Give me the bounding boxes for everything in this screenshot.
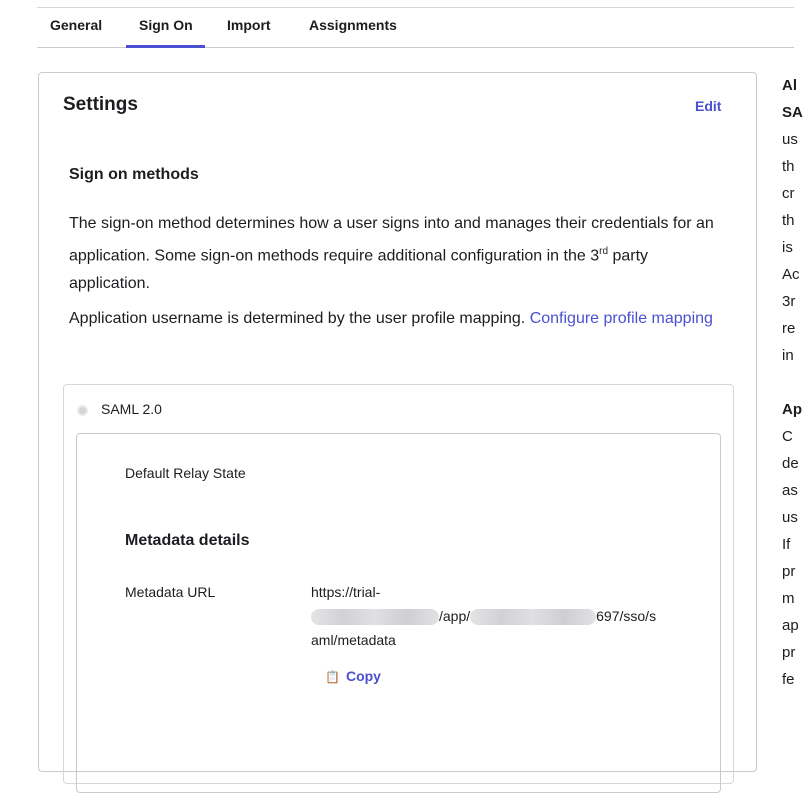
right-panel-line: is (782, 239, 793, 256)
clipboard-icon: 📋 (325, 670, 340, 684)
saml-label: SAML 2.0 (101, 401, 162, 417)
right-panel-line: us (782, 509, 798, 526)
superscript: rd (599, 246, 609, 257)
right-panel-line: C (782, 428, 793, 445)
saml-details (76, 433, 721, 793)
tab-assignments[interactable]: Assignments (309, 17, 397, 33)
right-panel-line: de (782, 455, 799, 472)
username-text: Application username is determined by the user profile mapping. (69, 310, 530, 327)
tab-sign-on[interactable]: Sign On (139, 17, 193, 33)
right-panel-line: m (782, 590, 795, 607)
description-text: The sign-on method determines how a user signs into and manages their credentials for an application. Some sign-on methods require additional configuration in the 3 (69, 215, 714, 265)
right-panel-line: Ap (782, 401, 802, 418)
url-part: /app/ (439, 608, 471, 624)
settings-title: Settings (63, 94, 138, 115)
right-panel-line: as (782, 482, 798, 499)
tab-general[interactable]: General (50, 17, 103, 33)
redacted-blur (470, 609, 596, 625)
redacted-blur (311, 609, 439, 625)
description-end: party application. (69, 247, 649, 293)
edit-button[interactable]: Edit (695, 98, 722, 114)
right-panel-line: us (782, 131, 798, 148)
url-part: aml/metadata (311, 632, 396, 648)
settings-card (38, 72, 757, 772)
right-panel-line: 3r (782, 293, 796, 310)
tab-bar (37, 8, 794, 48)
sign-on-description (69, 210, 729, 298)
right-panel-line: fe (782, 671, 795, 688)
right-panel-line (782, 369, 794, 396)
right-panel-line: th (782, 158, 795, 175)
right-panel-line: If (782, 536, 791, 553)
right-panel-line: Al (782, 77, 797, 94)
right-panel-line: ap (782, 617, 799, 634)
username-info (69, 305, 729, 333)
metadata-url-value (311, 580, 671, 652)
configure-profile-mapping-link[interactable]: Configure profile mapping (529, 310, 713, 327)
tab-import[interactable]: Import (227, 17, 271, 33)
url-part: 697/sso/s (596, 608, 657, 624)
saml-method-box (63, 384, 734, 784)
right-panel-line: pr (782, 563, 796, 580)
copy-label: Copy (345, 668, 381, 684)
right-panel-line: th (782, 212, 795, 229)
sign-on-methods-heading: Sign on methods (69, 166, 199, 183)
right-panel-line: cr (782, 185, 795, 202)
right-panel-truncated (782, 72, 803, 693)
right-panel-line: pr (782, 644, 796, 661)
metadata-details-heading: Metadata details (125, 532, 250, 549)
default-relay-state-label: Default Relay State (125, 465, 246, 481)
metadata-url-label: Metadata URL (125, 584, 216, 600)
url-part: https://trial- (311, 584, 381, 600)
saml-radio[interactable] (77, 405, 88, 416)
right-panel-line: Ac (782, 266, 800, 283)
right-panel-line: in (782, 347, 794, 364)
right-panel-line: re (782, 320, 796, 337)
copy-button[interactable] (325, 668, 381, 684)
right-panel-line: SA (782, 104, 803, 121)
